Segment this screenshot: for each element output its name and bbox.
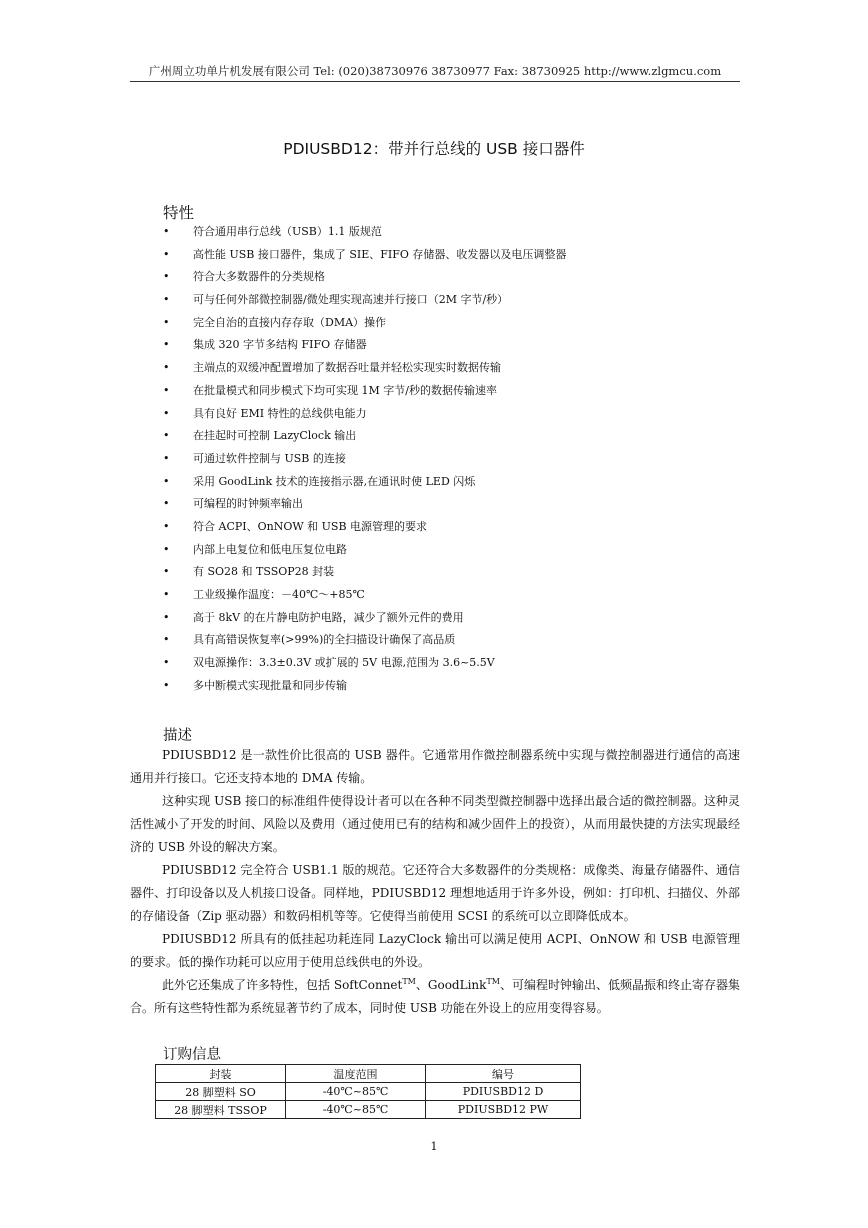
feature-item — [163, 539, 566, 562]
table-cell: PDIUSBD12 PW — [426, 1101, 581, 1119]
bullet-icon: • — [163, 678, 170, 692]
feature-text: 具有高错误恢复率(>99%)的全扫描设计确保了高品质 — [193, 633, 456, 647]
feature-text: 可与任何外部微控制器/微处理实现高速并行接口（2M 字节/秒） — [193, 293, 509, 307]
feature-text: 在批量模式和同步模式下均可实现 1M 字节/秒的数据传输速率 — [193, 383, 497, 397]
feature-item — [163, 652, 566, 675]
column-header-package: 封装 — [156, 1065, 286, 1083]
bullet-icon: • — [163, 315, 170, 329]
feature-text: 高性能 USB 接口器件，集成了 SIE、FIFO 存储器、收发器以及电压调整器 — [193, 247, 567, 261]
bullet-icon: • — [163, 361, 170, 375]
feature-item — [163, 607, 566, 630]
desc-text: 此外它还集成了许多特性，包括 SoftConnet — [162, 978, 403, 992]
description-body — [130, 744, 740, 1020]
description-heading: 描述 — [163, 728, 192, 744]
bullet-icon: • — [163, 247, 170, 261]
table-cell: 28 脚塑料 TSSOP — [156, 1101, 286, 1119]
table-cell: PDIUSBD12 D — [426, 1083, 581, 1101]
feature-item — [163, 403, 566, 426]
feature-text: 双电源操作：3.3±0.3V 或扩展的 5V 电源,范围为 3.6~5.5V — [193, 656, 495, 670]
feature-item — [163, 675, 566, 698]
column-header-temperature: 温度范围 — [286, 1065, 426, 1083]
table-row — [156, 1101, 581, 1119]
bullet-icon: • — [163, 519, 170, 533]
description-paragraph — [130, 974, 740, 1020]
page-number: 1 — [430, 1140, 438, 1153]
page-header: 广州周立功单片机发展有限公司 Tel: (020)38730976 38730977 Fax: 38730925 http://www.zlgmcu.com — [148, 64, 722, 78]
feature-item — [163, 584, 566, 607]
feature-item — [163, 289, 566, 312]
feature-text: 符合大多数器件的分类规格 — [193, 270, 325, 284]
feature-item — [163, 266, 566, 289]
bullet-icon: • — [163, 588, 170, 601]
feature-item — [163, 516, 566, 539]
table-header-row — [156, 1065, 581, 1083]
bullet-icon: • — [163, 429, 170, 443]
bullet-icon: • — [163, 565, 170, 579]
header-divider — [130, 81, 740, 82]
feature-text: 采用 GoodLink 技术的连接指示器,在通讯时使 LED 闪烁 — [193, 474, 476, 488]
feature-text: 多中断模式实现批量和同步传输 — [193, 678, 347, 692]
feature-item — [163, 561, 566, 584]
feature-item — [163, 425, 566, 448]
table-row — [156, 1083, 581, 1101]
ordering-table — [155, 1064, 581, 1119]
description-paragraph: PDIUSBD12 是一款性价比很高的 USB 器件。它通常用作微控制器系统中实现与微控制器进行通信的高速通用并行接口。它还支持本地的 DMA 传输。 — [130, 748, 740, 785]
document-title: PDIUSBD12：带并行总线的 USB 接口器件 — [283, 140, 585, 158]
feature-text: 主端点的双缓冲配置增加了数据吞吐量并轻松实现实时数据传输 — [193, 361, 501, 375]
bullet-icon: • — [163, 633, 170, 647]
feature-text: 符合通用串行总线（USB）1.1 版规范 — [193, 225, 382, 238]
bullet-icon: • — [163, 451, 170, 465]
bullet-icon: • — [163, 270, 170, 284]
table-cell: -40℃~85℃ — [286, 1083, 426, 1101]
feature-item — [163, 448, 566, 471]
bullet-icon: • — [163, 656, 170, 670]
feature-item — [163, 221, 566, 244]
column-header-part-number: 编号 — [426, 1065, 581, 1083]
bullet-icon: • — [163, 497, 170, 511]
bullet-icon: • — [163, 406, 170, 420]
ordering-heading: 订购信息 — [163, 1047, 221, 1063]
feature-item — [163, 244, 566, 267]
trademark-mark: TM — [486, 977, 500, 986]
bullet-icon: • — [163, 225, 170, 238]
feature-item — [163, 357, 566, 380]
feature-item — [163, 334, 566, 357]
feature-text: 完全自治的直接内存存取（DMA）操作 — [193, 315, 387, 329]
description-paragraph: 这种实现 USB 接口的标准组件使得设计者可以在各种不同类型微控制器中选择出最合适的微控制器。这种灵活性减小了开发的时间、风险以及费用（通过使用已有的结构和减少固件上的投资），从而用最快捷的方法实现最经济的 USB 外设的解决方案。 — [130, 794, 740, 854]
bullet-icon: • — [163, 293, 170, 307]
feature-text: 有 SO28 和 TSSOP28 封装 — [193, 565, 335, 579]
feature-text: 集成 320 字节多结构 FIFO 存储器 — [193, 338, 367, 352]
table-cell: -40℃~85℃ — [286, 1101, 426, 1119]
features-heading: 特性 — [163, 204, 195, 222]
description-paragraph: PDIUSBD12 所具有的低挂起功耗连同 LazyClock 输出可以满足使用 ACPI、OnNOW 和 USB 电源管理的要求。低的操作功耗可以应用于使用总线供电的外设。 — [130, 932, 740, 969]
feature-text: 符合 ACPI、OnNOW 和 USB 电源管理的要求 — [193, 519, 428, 533]
bullet-icon: • — [163, 474, 170, 488]
features-list — [163, 221, 566, 697]
feature-item — [163, 380, 566, 403]
desc-text: 、可编程时钟输出、低频晶振和终止寄存器集合。所有这些特性都为系统显著节约了成本，同时使 USB 功能在外设上的应用变得容易。 — [130, 978, 740, 1015]
bullet-icon: • — [163, 383, 170, 397]
feature-text: 高于 8kV 的在片静电防护电路，减少了额外元件的费用 — [193, 610, 464, 624]
feature-item — [163, 312, 566, 335]
description-paragraph: PDIUSBD12 完全符合 USB1.1 版的规范。它还符合大多数器件的分类规格：成像类、海量存储器件、通信器件、打印设备以及人机接口设备。同样地，PDIUSBD12 理想地适用于许多外设，例如：打印机、扫描仪、外部的存储设备（Zip 驱动器）和数码相机等等。它使得当前使用 SCSI 的系统可以立即降低成本。 — [130, 863, 740, 923]
bullet-icon: • — [163, 542, 170, 556]
feature-item — [163, 629, 566, 652]
feature-text: 可编程的时钟频率输出 — [193, 497, 303, 511]
feature-text: 工业级操作温度：－40℃～+85℃ — [193, 588, 365, 601]
bullet-icon: • — [163, 610, 170, 624]
desc-text: 、GoodLink — [415, 978, 487, 992]
feature-text: 具有良好 EMI 特性的总线供电能力 — [193, 406, 367, 420]
feature-text: 内部上电复位和低电压复位电路 — [193, 542, 347, 556]
feature-text: 可通过软件控制与 USB 的连接 — [193, 451, 346, 465]
feature-item — [163, 471, 566, 494]
feature-text: 在挂起时可控制 LazyClock 输出 — [193, 429, 357, 443]
bullet-icon: • — [163, 338, 170, 352]
feature-item — [163, 493, 566, 516]
table-cell: 28 脚塑料 SO — [156, 1083, 286, 1101]
trademark-mark: TM — [402, 977, 416, 986]
